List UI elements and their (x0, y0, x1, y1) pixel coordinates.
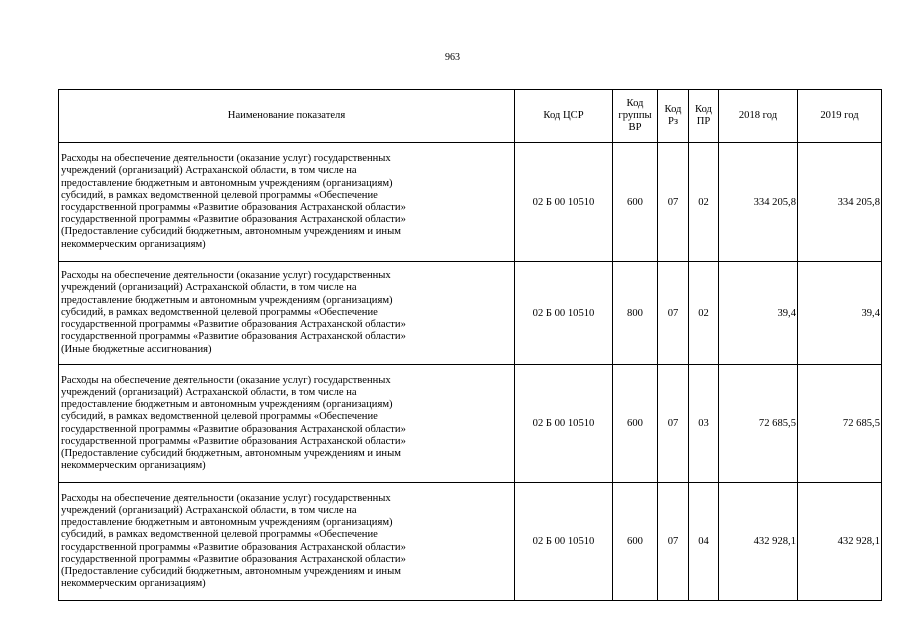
table-row (59, 143, 882, 262)
header-vr: Код группы ВР (613, 90, 658, 143)
table-row (59, 365, 882, 483)
row-rz: 07 (658, 365, 689, 483)
row-pr: 02 (689, 143, 719, 262)
header-csr: Код ЦСР (515, 90, 613, 143)
header-rz: Код Рз (658, 90, 689, 143)
row-2019: 72 685,5 (798, 365, 882, 483)
table-row (59, 483, 882, 601)
row-csr: 02 Б 00 10510 (515, 365, 613, 483)
row-2019: 39,4 (798, 262, 882, 365)
row-name: Расходы на обеспечение деятельности (оказание услуг) государственных учреждений (организаций) Астраханской области, в том числе на предоставление бюджетным и автономным учреждениям (организациям) субсидий, в рамках ведомственной целевой программы «Обеспечение государственной программы «Развитие образования Астраханской области» государственной программы «Развитие образования Астраханской области» (Предоставление субсидий бюджетным, автономным учреждениям и иным некоммерческим организациям) (59, 143, 515, 262)
row-2018: 39,4 (719, 262, 798, 365)
row-name: Расходы на обеспечение деятельности (оказание услуг) государственных учреждений (организаций) Астраханской области, в том числе на предоставление бюджетным и автономным учреждениям (организациям) субсидий, в рамках ведомственной целевой программы «Обеспечение государственной программы «Развитие образования Астраханской области» государственной программы «Развитие образования Астраханской области» (Предоставление субсидий бюджетным, автономным учреждениям и иным некоммерческим организациям) (59, 483, 515, 601)
row-vr: 600 (613, 483, 658, 601)
header-name: Наименование показателя (59, 90, 515, 143)
table-row (59, 262, 882, 365)
row-pr: 03 (689, 365, 719, 483)
row-vr: 800 (613, 262, 658, 365)
page-number: 963 (445, 52, 460, 63)
row-rz: 07 (658, 143, 689, 262)
row-rz: 07 (658, 483, 689, 601)
row-2018: 432 928,1 (719, 483, 798, 601)
row-2019: 432 928,1 (798, 483, 882, 601)
table-header-row (59, 90, 882, 143)
row-2019: 334 205,8 (798, 143, 882, 262)
row-csr: 02 Б 00 10510 (515, 483, 613, 601)
header-pr: Код ПР (689, 90, 719, 143)
row-2018: 334 205,8 (719, 143, 798, 262)
row-pr: 04 (689, 483, 719, 601)
row-2018: 72 685,5 (719, 365, 798, 483)
row-name: Расходы на обеспечение деятельности (оказание услуг) государственных учреждений (организаций) Астраханской области, в том числе на предоставление бюджетным и автономным учреждениям (организациям) субсидий, в рамках ведомственной целевой программы «Обеспечение государственной программы «Развитие образования Астраханской области» государственной программы «Развитие образования Астраханской области» (Иные бюджетные ассигнования) (59, 262, 515, 365)
row-pr: 02 (689, 262, 719, 365)
header-2019: 2019 год (798, 90, 882, 143)
row-name: Расходы на обеспечение деятельности (оказание услуг) государственных учреждений (организаций) Астраханской области, в том числе на предоставление бюджетным и автономным учреждениям (организациям) субсидий, в рамках ведомственной целевой программы «Обеспечение государственной программы «Развитие образования Астраханской области» государственной программы «Развитие образования Астраханской области» (Предоставление субсидий бюджетным, автономным учреждениям и иным некоммерческим организациям) (59, 365, 515, 483)
row-csr: 02 Б 00 10510 (515, 262, 613, 365)
row-csr: 02 Б 00 10510 (515, 143, 613, 262)
row-rz: 07 (658, 262, 689, 365)
budget-table (58, 89, 882, 601)
row-vr: 600 (613, 365, 658, 483)
row-vr: 600 (613, 143, 658, 262)
header-2018: 2018 год (719, 90, 798, 143)
